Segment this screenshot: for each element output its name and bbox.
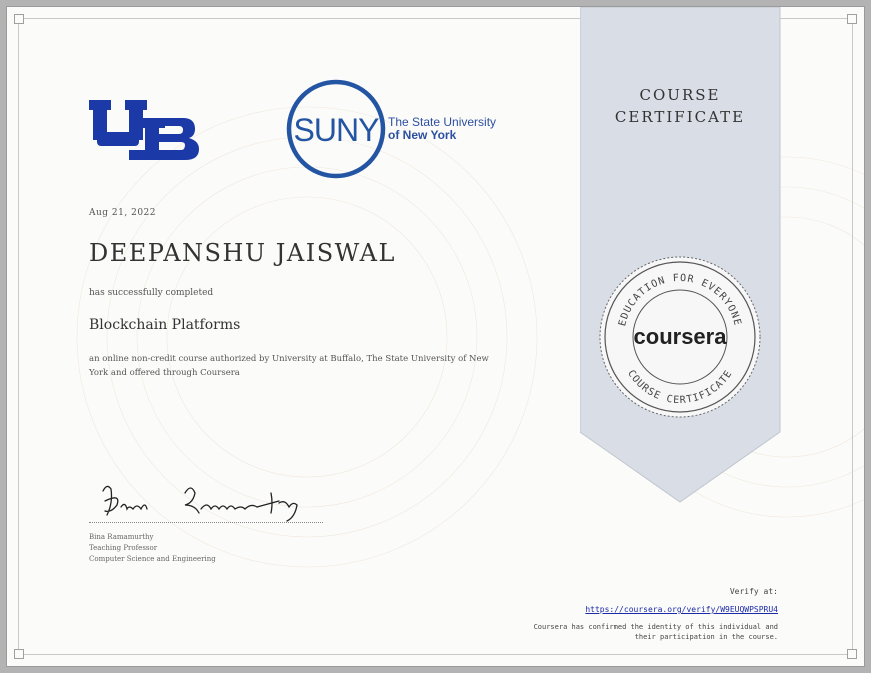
coursera-seal	[598, 255, 762, 419]
svg-text:SUNY: SUNY	[293, 112, 379, 148]
course-description: an online non-credit course authorized by University at Buffalo, The State University of New York and offered through Coursera	[89, 354, 489, 378]
verify-link[interactable]: https://coursera.org/verify/W9EUQWPSPRU4	[585, 605, 778, 614]
certificate	[6, 6, 865, 667]
issue-date: Aug 21, 2022	[89, 208, 156, 218]
ub-logo	[89, 98, 201, 160]
verify-note: Coursera has confirmed the identity of this individual and their participation in the course.	[533, 623, 778, 641]
completed-text: has successfully completed	[89, 288, 214, 298]
seal-brand: coursera	[633, 324, 727, 349]
suny-name-line1: The State University	[388, 115, 497, 129]
instructor-info	[89, 532, 216, 565]
instructor-title: Teaching Professor	[89, 544, 158, 552]
ribbon-title-line1: COURSE	[639, 86, 721, 104]
instructor-department: Computer Science and Engineering	[89, 555, 216, 563]
suny-name-line2: of New York	[388, 128, 457, 142]
ribbon-title	[580, 84, 780, 128]
verification-block	[518, 587, 778, 642]
seal-bottom-text: COURSE CERTIFICATE	[625, 368, 735, 407]
instructor-signature	[95, 479, 325, 523]
verify-label: Verify at:	[729, 587, 778, 596]
suny-wordmark	[388, 116, 496, 142]
course-name: Blockchain Platforms	[89, 317, 241, 333]
seal-top-text: EDUCATION FOR EVERYONE	[617, 272, 743, 328]
frame-corner	[14, 14, 24, 24]
frame-corner	[14, 649, 24, 659]
suny-logo	[285, 78, 387, 180]
signature-line	[89, 522, 323, 523]
instructor-name: Bina Ramamurthy	[89, 533, 154, 541]
ribbon-title-line2: CERTIFICATE	[614, 108, 746, 126]
frame-corner	[847, 649, 857, 659]
frame-corner	[847, 14, 857, 24]
recipient-name: DEEPANSHU JAISWAL	[89, 239, 396, 267]
